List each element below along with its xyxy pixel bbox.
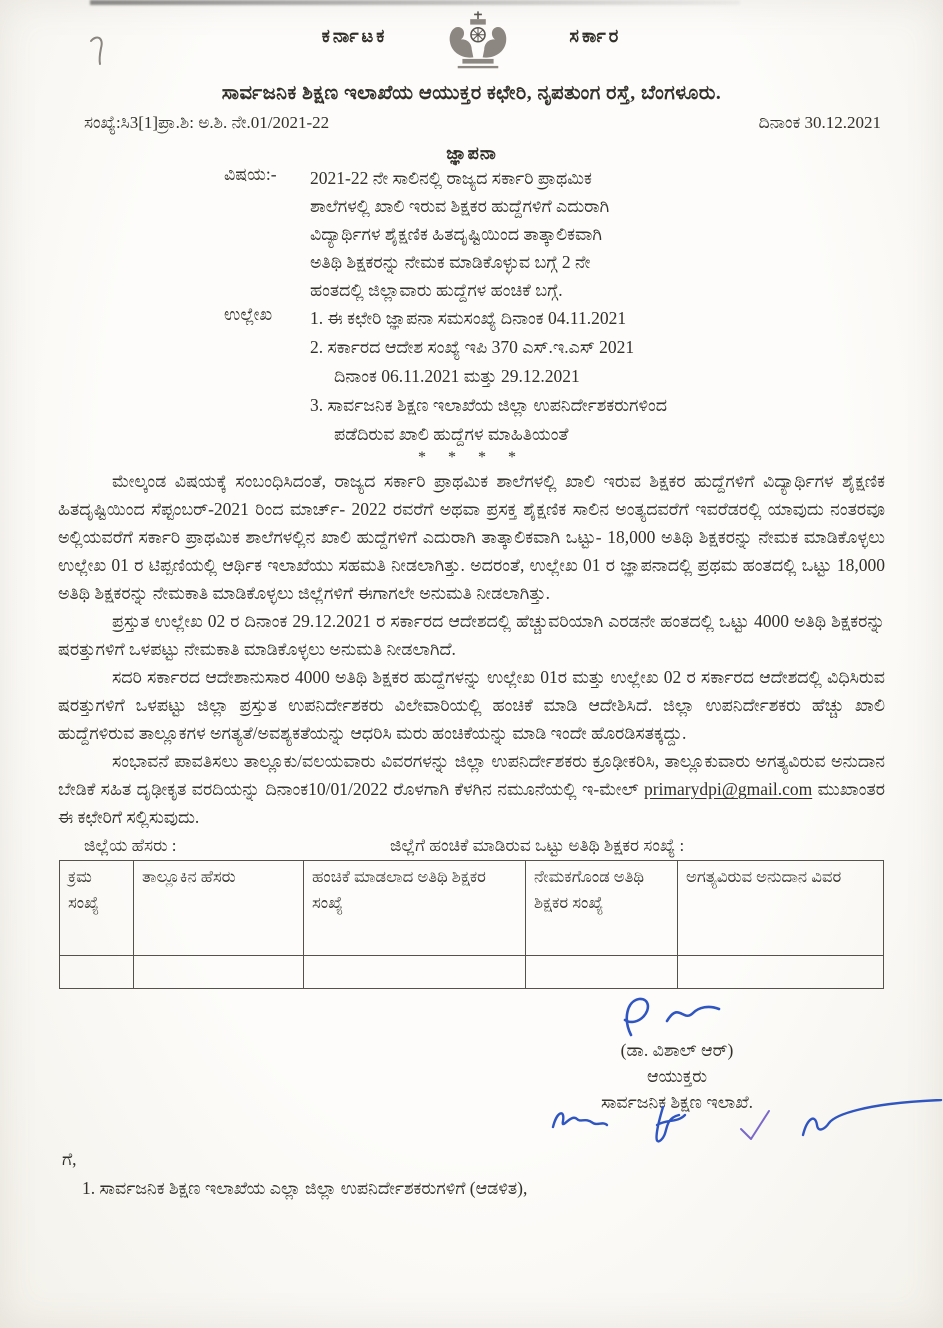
body-paragraph-3: ಸದರಿ ಸರ್ಕಾರದ ಆದೇಶಾನುಸಾರ 4000 ಅತಿಥಿ ಶಿಕ್ಷಕರ ಹುದ್ದೆಗಳನ್ನು ಉಲ್ಲೇಖ 01ರ ಮತ್ತು ಉಲ್ಲೇಖ 02 ರ ಸರ್ಕಾರದ ಆದೇಶದಲ್ಲಿ ವಿಧಿಸಿರುವ ಷರತ್ತುಗಳಿಗೆ ಒಳಪಟ್ಟು ಜಿಲ್ಲಾ ಪ್ರಸ್ತುತ ಉಪನಿರ್ದೇಶಕರು ವಿಲೇವಾರಿಯಲ್ಲಿ ಹಂಚಿಕೆ ಮಾಡಿ ಆದೇಶಿಸಿದೆ. ಜಿಲ್ಲಾ ಉಪನಿರ್ದೇಶಕರು ಹೆಚ್ಚು ಖಾಲಿ ಹುದ್ದೆಗಳಿರುವ ತಾಲ್ಲೂಕಗಳ ಅಗತ್ಯತೆ/ಅವಶ್ಯಕತೆಯನ್ನು ಆಧರಿಸಿ ಮರು ಹಂಚಿಕೆಯನ್ನು ಮಾಡಿ ಇಂದೇ ಹೊರಡಿಸತಕ್ಕದ್ದು. [58, 667, 885, 743]
signatory-department: ಸಾರ್ವಜನಿಕ ಶಿಕ್ಷಣ ಇಲಾಖೆ. [600, 1092, 754, 1112]
reference-label: ಉಲ್ಲೇಖ [224, 304, 273, 324]
signature-ink-icon [597, 995, 757, 1039]
subject-label: ವಿಷಯ:- [224, 164, 277, 184]
addressee-item: 1. ಸಾರ್ವಜನಿಕ ಶಿಕ್ಷಣ ಇಲಾಖೆಯ ಎಲ್ಲಾ ಜಿಲ್ಲಾ ಉಪನಿರ್ದೇಶಕರುಗಳಿಗೆ (ಆಡಳಿತ), [82, 1178, 528, 1198]
karnataka-emblem-icon [439, 8, 517, 88]
subject-line: 2021-22 ನೇ ಸಾಲಿನಲ್ಲಿ ರಾಜ್ಯದ ಸರ್ಕಾರಿ ಪ್ರಾಥಮಿಕ [310, 168, 592, 188]
scan-corner-mark [88, 34, 110, 66]
allocation-table [59, 860, 884, 989]
reference-item: 3. ಸಾರ್ವಜನಿಕ ಶಿಕ್ಷಣ ಇಲಾಖೆಯ ಜಿಲ್ಲಾ ಉಪನಿರ್ದೇಶಕರುಗಳಿಂದ [310, 395, 668, 415]
col-appointed-teachers: ನೇಮಕಗೊಂಡ ಅತಿಥಿ ಶಿಕ್ಷಕರ ಸಂಖ್ಯೆ [526, 861, 678, 956]
total-allotted-label: ಜಿಲ್ಲೆಗೆ ಹಂಚಿಕೆ ಮಾಡಿರುವ ಒಟ್ಟು ಅತಿಥಿ ಶಿಕ್ಷಕರ ಸಂಖ್ಯೆ : [390, 836, 685, 855]
government-label: ಸರ್ಕಾರ [569, 25, 622, 46]
state-name: ಕರ್ನಾಟಕ [321, 25, 388, 46]
reference-list [310, 304, 667, 449]
signature-block [507, 995, 847, 1115]
reference-item-continuation: ಪಡೆದಿರುವ ಖಾಲಿ ಹುದ್ದೆಗಳ ಮಾಹಿತಿಯಂತೆ [334, 424, 569, 444]
subject-line: ವಿದ್ಯಾರ್ಥಿಗಳ ಶೈಕ್ಷಣಿಕ ಹಿತದೃಷ್ಟಿಯಿಂದ ತಾತ್ಕಾಲಿಕವಾಗಿ [310, 224, 602, 244]
signatory-designation: ಆಯುಕ್ತರು [646, 1066, 708, 1086]
separator-stars: * * * * [418, 449, 525, 466]
body-paragraph-2: ಪ್ರಸ್ತುತ ಉಲ್ಲೇಖ 02 ರ ದಿನಾಂಕ 29.12.2021 ರ ಸರ್ಕಾರದ ಆದೇಶದಲ್ಲಿ ಹೆಚ್ಚುವರಿಯಾಗಿ ಎರಡನೇ ಹಂತದಲ್ಲಿ ಒಟ್ಟು 4000 ಅತಿಥಿ ಶಿಕ್ಷಕರನ್ನು ಷರತ್ತುಗಳಿಗೆ ಒಳಪಟ್ಟು ನೇಮಕಾತಿ ಮಾಡಿಕೊಳ್ಳಲು ಅನುಮತಿ ನೀಡಲಾಗಿದೆ. [58, 611, 885, 659]
table-cell [526, 956, 678, 989]
scan-artifact-top [90, 0, 740, 5]
office-title: ಸಾರ್ವಜನಿಕ ಶಿಕ್ಷಣ ಇಲಾಖೆಯ ಆಯುಕ್ತರ ಕಛೇರಿ, ನೃಪತುಂಗ ರಸ್ತೆ, ಬೆಂಗಳೂರು. [221, 83, 722, 104]
document-date: ದಿನಾಂಕ 30.12.2021 [758, 113, 881, 132]
col-taluk-name: ತಾಲ್ಲೂಕಿನ ಹೆಸರು [134, 861, 304, 956]
subject-block [224, 164, 943, 304]
addressee-section [62, 1149, 943, 1199]
addressee-salutation: ಗೆ, [62, 1149, 77, 1169]
government-header [0, 0, 943, 88]
table-cell [304, 956, 526, 989]
col-allotted-teachers: ಹಂಚಿಕೆ ಮಾಡಲಾದ ಅತಿಥಿ ಶಿಕ್ಷಕರ ಸಂಖ್ಯೆ [304, 861, 526, 956]
reference-item: 2. ಸರ್ಕಾರದ ಆದೇಶ ಸಂಖ್ಯೆ ಇಪಿ 370 ಎಸ್.ಇ.ಎಸ್ 2021 [310, 337, 635, 357]
body-paragraph-4 [58, 747, 885, 831]
subject-line: ಅತಿಥಿ ಶಿಕ್ಷಕರನ್ನು ನೇಮಕ ಮಾಡಿಕೊಳ್ಳುವ ಬಗ್ಗೆ 2 ನೇ [310, 252, 591, 272]
reference-block [224, 304, 943, 449]
reference-item: 1. ಈ ಕಛೇರಿ ಜ್ಞಾಪನಾ ಸಮಸಂಖ್ಯೆ ದಿನಾಂಕ 04.11.2021 [310, 308, 627, 328]
col-serial-number: ಕ್ರಮ ಸಂಖ್ಯೆ [60, 861, 134, 956]
table-cell [60, 956, 134, 989]
paragraph-4-text: ಸಂಭಾವನೆ ಪಾವತಿಸಲು ತಾಲ್ಲೂಕು/ವಲಯವಾರು ವಿವರಗಳನ್ನು ಜಿಲ್ಲಾ ಉಪನಿರ್ದೇಶಕರು ಕ್ರೂಢೀಕರಿಸಿ, ತಾಲ್ಲೂಕುವಾರು ಅಗತ್ಯವಿರುವ ಅನುದಾನ ಬೇಡಿಕೆ ಸಹಿತ ದೃಢೀಕೃತ ವರದಿಯನ್ನು ದಿನಾಂಕ10/01/2022 ರೊಳಗಾಗಿ ಕೆಳಗಿನ ನಮೂನೆಯಲ್ಲಿ ಇ-ಮೇಲ್ [58, 751, 885, 799]
table-cell [134, 956, 304, 989]
table-row [60, 956, 884, 989]
table-header-row [60, 861, 884, 956]
col-grant-details: ಅಗತ್ಯವಿರುವ ಅನುದಾನ ವಿವರ [678, 861, 884, 956]
memo-title: ಜ್ಞಾಪನಾ [446, 143, 497, 163]
signatory-name: (ಡಾ. ವಿಶಾಲ್ ಆರ್) [620, 1040, 734, 1060]
table-cell [678, 956, 884, 989]
table-caption-row [84, 836, 885, 856]
reference-date-row [84, 113, 881, 133]
email-link[interactable]: primarydpi@gmail.com [643, 779, 813, 799]
subject-line: ಶಾಲೆಗಳಲ್ಲಿ ಖಾಲಿ ಇರುವ ಶಿಕ್ಷಕರ ಹುದ್ದೆಗಳಿಗೆ ಎದುರಾಗಿ [310, 196, 610, 216]
reference-item-continuation: ದಿನಾಂಕ 06.11.2021 ಮತ್ತು 29.12.2021 [334, 366, 580, 386]
reference-number: ಸಂಖ್ಯೆ:ಸಿ3[1]ಪ್ರಾ.ಶಿ: ಅ.ಶಿ. ನೇ.01/2021-22 [84, 113, 330, 132]
paragraph-4-text-end: ಮುಖಾಂತರ ಈ ಕಛೇರಿಗೆ ಸಲ್ಲಿಸುವುದು. [58, 779, 885, 827]
body-paragraph-1: ಮೇಲ್ಕಂಡ ವಿಷಯಕ್ಕೆ ಸಂಬಂಧಿಸಿದಂತೆ, ರಾಜ್ಯದ ಸರ್ಕಾರಿ ಪ್ರಾಥಮಿಕ ಶಾಲೆಗಳಲ್ಲಿ ಖಾಲಿ ಇರುವ ಶಿಕ್ಷಕರ ಹುದ್ದೆಗಳಿಗೆ ವಿದ್ಯಾರ್ಥಿಗಳ ಶೈಕ್ಷಣಿಕ ಹಿತದೃಷ್ಟಿಯಿಂದ ಸೆಪ್ಟಂಬರ್-2021 ರಿಂದ ಮಾರ್ಚ್- 2022 ರವರೆಗೆ ಅಥವಾ ಪ್ರಸಕ್ತ ಶೈಕ್ಷಣಿಕ ಸಾಲಿನ ಅಂತ್ಯದವರೆಗೆ ಇವರೆಡರಲ್ಲಿ ಯಾವುದು ನಂತರವೂ ಅಲ್ಲಿಯವರೆಗೆ ಸರ್ಕಾರಿ ಪ್ರಾಥಮಿಕ ಶಾಲೆಗಳಲ್ಲಿನ ಖಾಲಿ ಹುದ್ದೆಗಳಿಗೆ ಎದುರಾಗಿ ತಾತ್ಕಾಲಿಕವಾಗಿ ಒಟ್ಟು- 18,000 ಅತಿಥಿ ಶಿಕ್ಷಕರನ್ನು ನೇಮಕ ಮಾಡಿಕೊಳ್ಳಲು ಉಲ್ಲೇಖ 01 ರ ಟಿಪ್ಪಣಿಯಲ್ಲಿ ಆರ್ಥಿಕ ಇಲಾಖೆಯು ಸಹಮತಿ ನೀಡಲಾಗಿತ್ತು. ಅದರಂತೆ, ಉಲ್ಲೇಖ 01 ರ ಜ್ಞಾಪನಾದಲ್ಲಿ ಪ್ರಥಮ ಹಂತದಲ್ಲಿ ಒಟ್ಟು 18,000 ಅತಿಥಿ ಶಿಕ್ಷಕರನ್ನು ನೇಮಕಾತಿ ಮಾಡಿಕೊಳ್ಳಲು ಜಿಲ್ಲೆಗಳಿಗೆ ಈಗಾಗಲೇ ಅನುಮತಿ ನೀಡಲಾಗಿತ್ತು. [58, 471, 885, 603]
subject-line: ಹಂತದಲ್ಲಿ ಜಿಲ್ಲಾವಾರು ಹುದ್ದೆಗಳ ಹಂಚಿಕೆ ಬಗ್ಗೆ. [310, 280, 563, 300]
district-name-label: ಜಿಲ್ಲೆಯ ಹೆಸರು : [84, 836, 177, 855]
subject-text [310, 164, 609, 304]
